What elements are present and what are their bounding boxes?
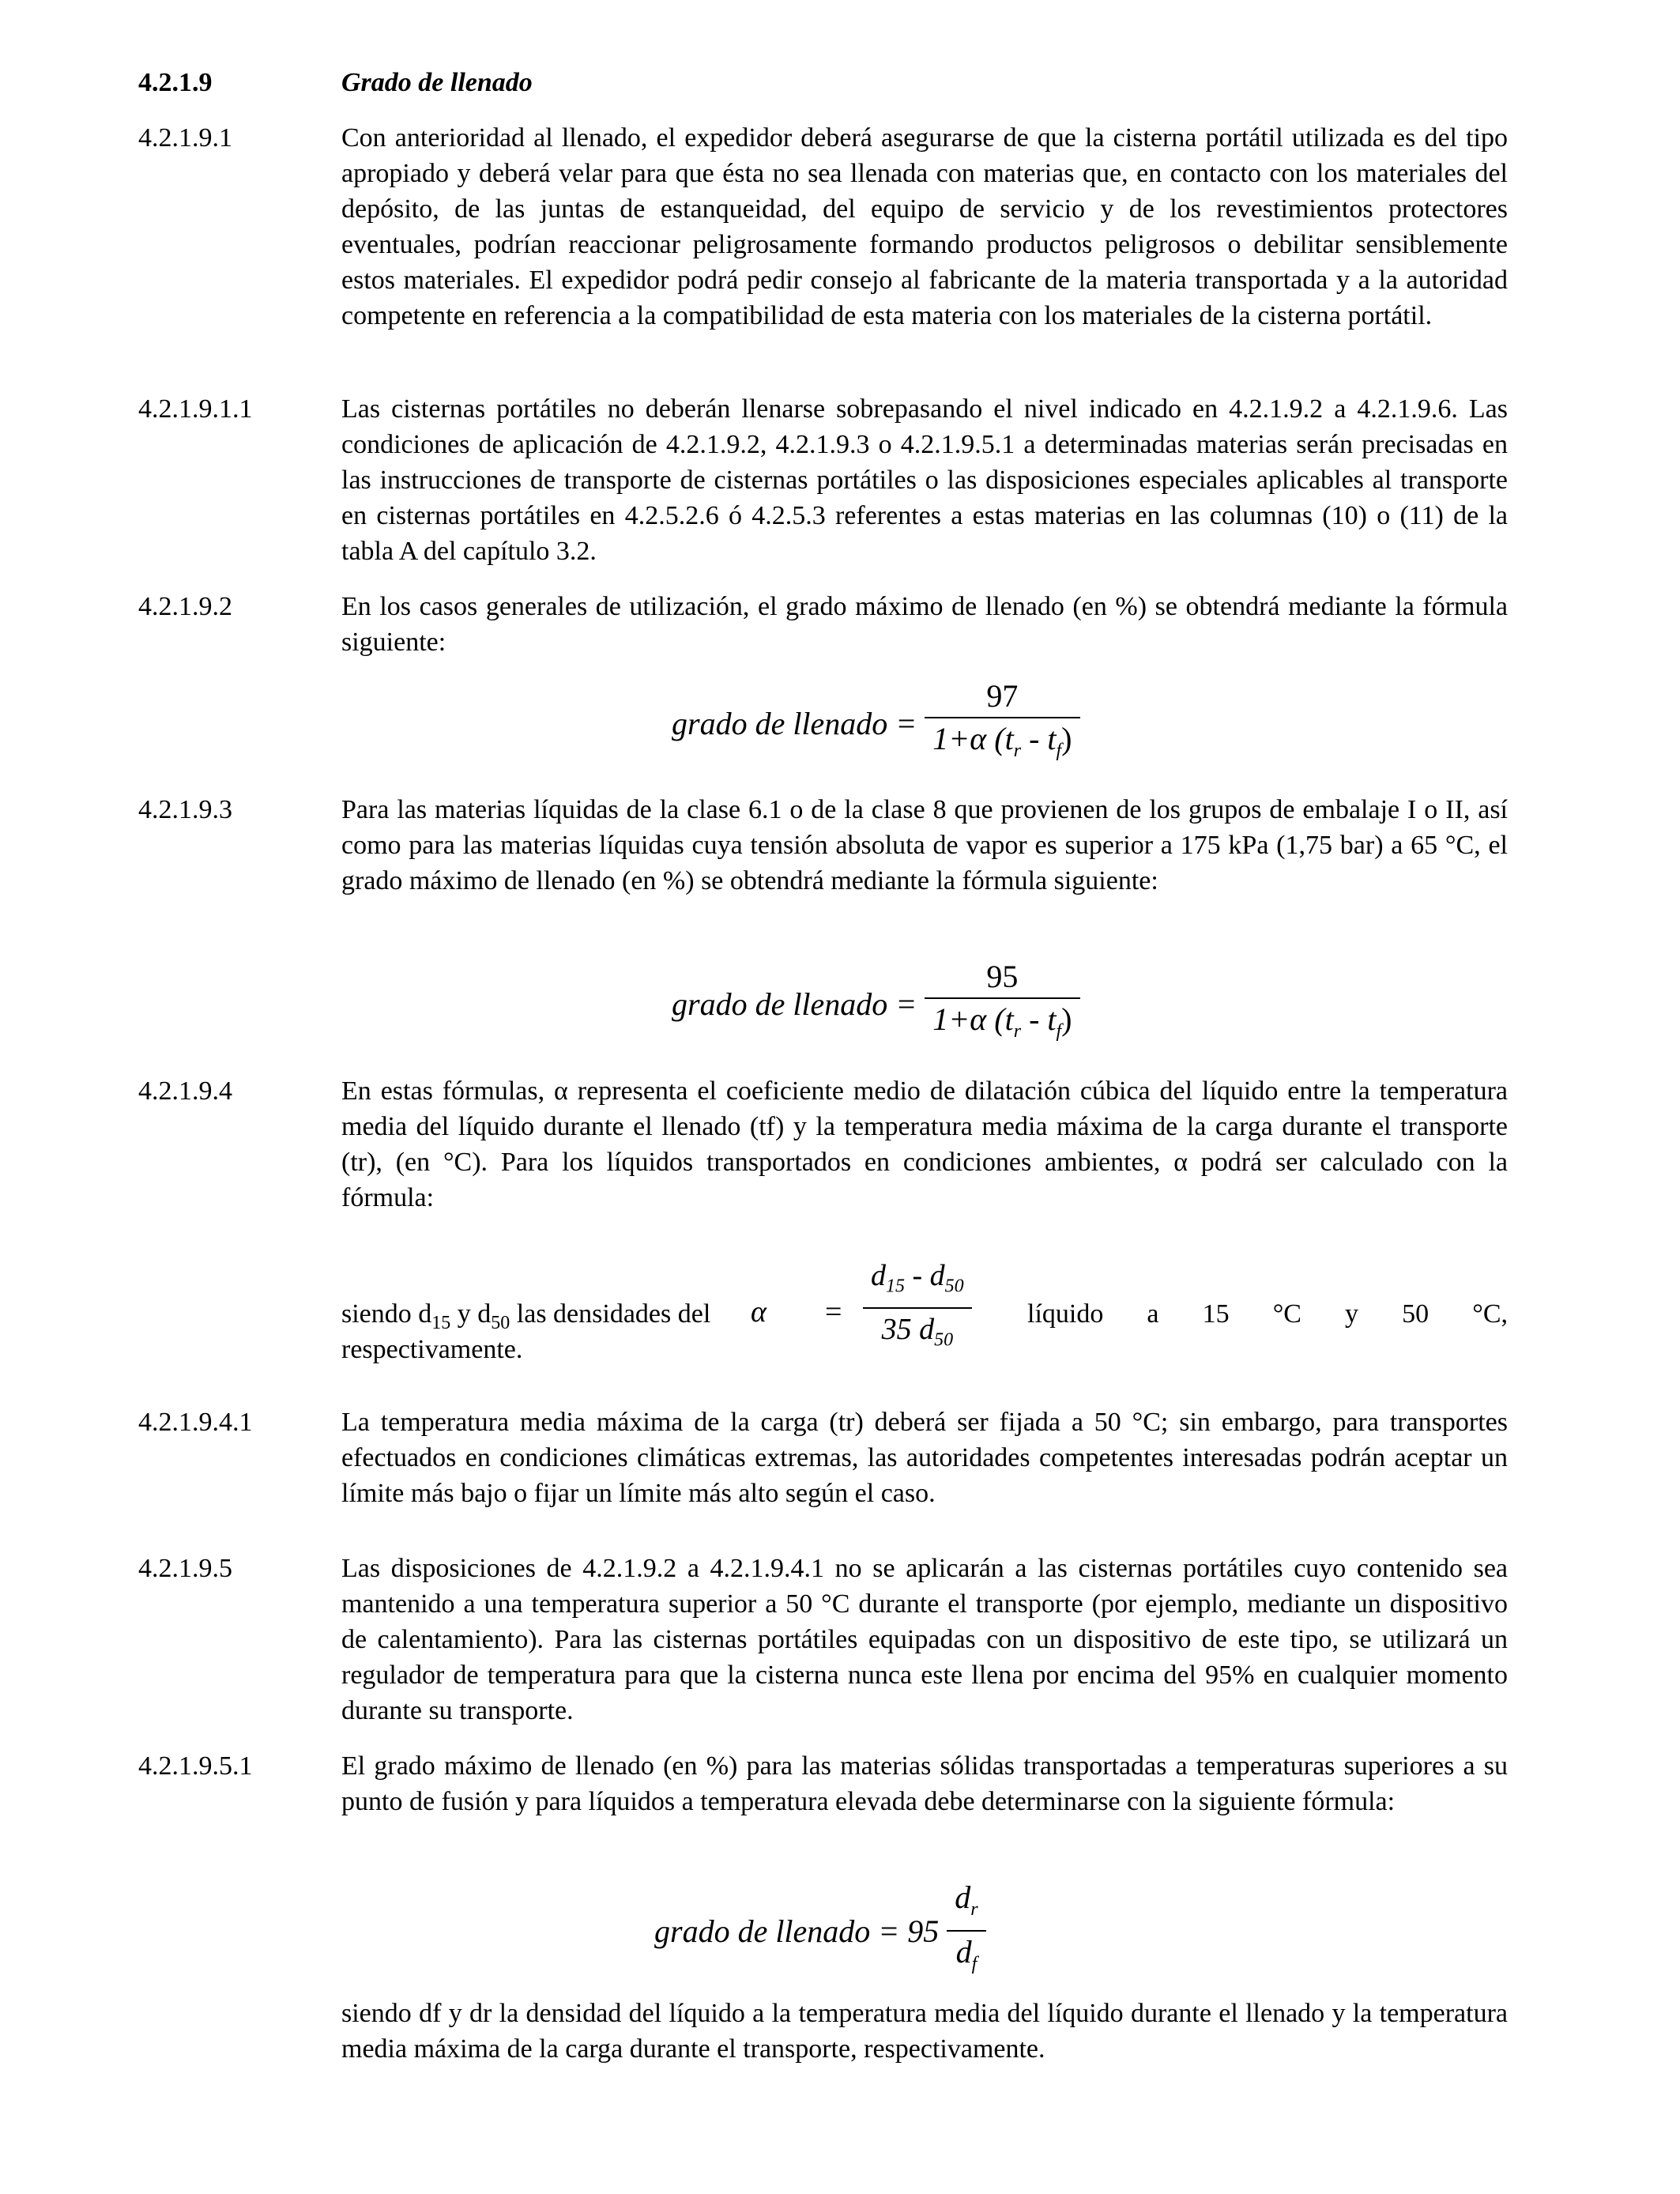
section-number: 4.2.1.9 — [138, 68, 213, 97]
section-number: 4.2.1.9.2 — [138, 592, 232, 621]
formula-denominator: 1+α $(t_r - t_f)$ — [932, 1001, 1072, 1042]
section-paragraph: En los casos generales de utilización, el grado máximo de llenado (en %) se obtendrá mediante la fórmula siguiente: — [341, 592, 1508, 657]
alpha-denominator: 35 $d_{50}$ — [881, 1312, 954, 1351]
section-paragraph: Para las materias líquidas de la clase 6.1 o de la clase 8 que provienen de los grupos de embalaje I o II, así como para las materias líquidas cuya tensión absoluta de vapor es superior a 175 kPa (1,75 bar) a 65 °C, el grado máximo de llenado (en %) se obtendrá mediante la fórmula siguiente: — [341, 795, 1508, 895]
section-number: 4.2.1.9.4 — [138, 1076, 232, 1106]
formula-numerator: 95 — [986, 959, 1019, 994]
section-paragraph: La temperatura media máxima de la carga (tr) deberá ser fijada a 50 °C; sin embargo, para transportes efectuados en condiciones climáticas extremas, las autoridades competentes interesadas podrán aceptar un límite más bajo o fijar un límite más alto según el caso. — [341, 1408, 1508, 1508]
section-title: Grado de llenado — [341, 68, 533, 97]
section-paragraph: siendo df y dr la densidad del líquido a la temperatura media del líquido durante el llenado y la temperatura media máxima de la carga durante el transporte, respectivamente. — [341, 1999, 1508, 2064]
formula-fraction — [947, 1877, 985, 1985]
formula-fill-degree-95 — [672, 956, 1080, 1052]
formula-fraction — [925, 676, 1079, 771]
section-number: 4.2.1.9.3 — [138, 795, 232, 824]
alpha-end-text: respectivamente. — [341, 1335, 523, 1364]
alpha-right-text: líquido a 15 °C y 50 °C, — [1027, 1299, 1508, 1329]
section-paragraph: Con anterioridad al llenado, el expedidor deberá asegurarse de que la cisterna portátil utilizada es del tipo apropiado y deberá velar para que ésta no sea llenada con materias que, en contacto con los materiales del depósito, de las juntas de estanqueidad, del equipo de servicio y de los revestimientos protectores eventuales, podrían reaccionar peligrosamente formando productos peligrosos o debilitar sensiblemente estos materiales. El expedidor podrá pedir consejo al fabricante de la materia transportada y a la autoridad competente en referencia a la compatibilidad de esta materia con los materiales de la cisterna portátil. — [341, 123, 1508, 330]
alpha-numerator: $d_{15} - d_{50}$ — [871, 1259, 964, 1297]
formula-denominator: $d_f$ — [955, 1934, 977, 1974]
section-number: 4.2.1.9.5 — [138, 1554, 232, 1583]
section-paragraph: El grado máximo de llenado (en %) para las materias sólidas transportadas a temperaturas superiores a su punto de fusión y para líquidos a temperatura elevada debe determinarse con la siguiente fórmula: — [341, 1751, 1508, 1816]
section-number: 4.2.1.9.5.1 — [138, 1751, 253, 1781]
formula-numerator: $d_r$ — [955, 1879, 978, 1920]
alpha-symbol: α — [751, 1295, 767, 1329]
section-number: 4.2.1.9.1.1 — [138, 394, 253, 424]
formula-fill-degree-97 — [672, 676, 1080, 771]
alpha-formula-row — [341, 1255, 1508, 1364]
section-paragraph: Las cisternas portátiles no deberán llenarse sobrepasando el nivel indicado en 4.2.1.9.2 a 4.2.1.9.6. Las condiciones de aplicación de 4.2.1.9.2, 4.2.1.9.3 o 4.2.1.9.5.1 a determinadas materias serán precisadas en las instrucciones de transporte de cisternas portátiles o las disposiciones especiales aplicables al transporte en cisternas portátiles en 4.2.5.2.6 ó 4.2.5.3 referentes a estas materias en las columnas (10) o (11) de la tabla A del capítulo 3.2. — [341, 394, 1508, 566]
alpha-left-text: siendo $d_{15}$ y $d_{50}$ las densidades del — [341, 1299, 711, 1333]
formula-denominator: 1+α $(t_r - t_f)$ — [932, 721, 1072, 761]
formula-fill-degree-density — [654, 1877, 986, 1985]
section-number: 4.2.1.9.4.1 — [138, 1408, 253, 1437]
formula-numerator: 97 — [986, 678, 1019, 714]
section-paragraph: En estas fórmulas, α representa el coeficiente medio de dilatación cúbica del líquido entre la temperatura media del líquido durante el llenado (tf) y la temperatura media máxima de la carga durante el transporte (tr), (en °C). Para los líquidos transportados en condiciones ambientes, α podrá ser calculado con la fórmula: — [341, 1076, 1508, 1212]
alpha-fraction — [863, 1255, 972, 1360]
section-paragraph: Las disposiciones de 4.2.1.9.2 a 4.2.1.9.4.1 no se aplicarán a las cisternas portátiles cuyo contenido sea mantenido a una temperatura superior a 50 °C durante el transporte (por ejemplo, mediante un dispositivo de calentamiento). Para las cisternas portátiles equipadas con un dispositivo de este tipo, se utilizará un regulador de temperatura para que la cisterna nunca este llena por encima del 95% en cualquier momento durante su transporte. — [341, 1554, 1508, 1725]
section-number: 4.2.1.9.1 — [138, 123, 232, 153]
formula-lhs: grado de llenado = 95 — [654, 1913, 940, 1949]
formula-fraction — [925, 956, 1079, 1052]
alpha-equals: = — [825, 1295, 842, 1329]
formula-lhs: grado de llenado = — [672, 986, 917, 1022]
formula-lhs: grado de llenado = — [672, 706, 917, 741]
